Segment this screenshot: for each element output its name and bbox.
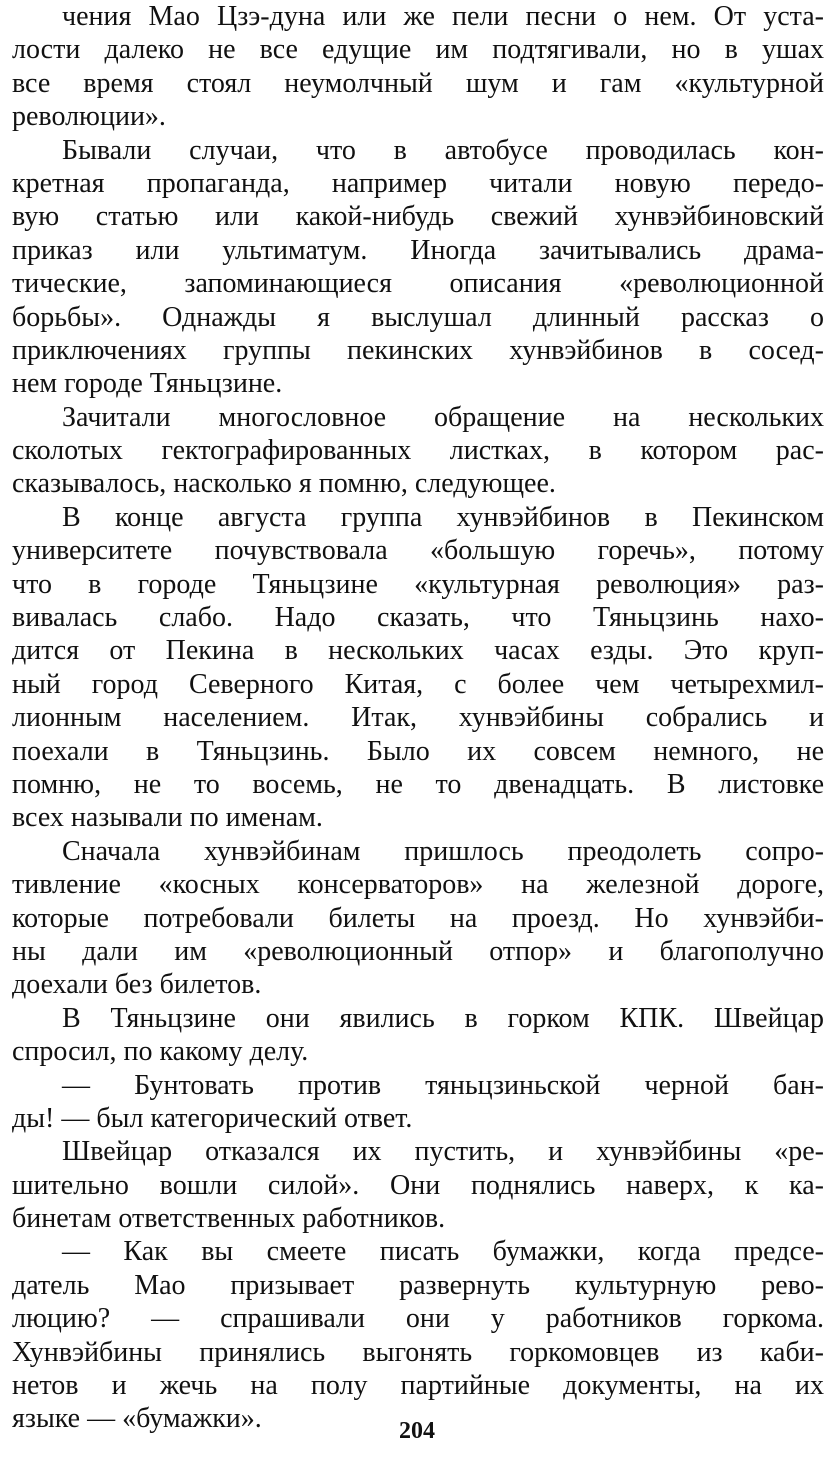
text-line: спросил, по какому делу. <box>12 1036 309 1068</box>
body-text <box>12 0 824 1436</box>
text-line: тивление «косных консерваторов» на железной дороге, <box>12 869 824 901</box>
text-line: языке — «бумажки». <box>12 1403 262 1435</box>
text-line: университете почувствовала «большую горечь», потому <box>12 535 824 567</box>
text-line: — Бунтовать против тяньцзиньской черной бан- <box>62 1069 824 1101</box>
text-line: тические, запоминающиеся описания «революционной <box>12 268 824 300</box>
text-line: нетов и жечь на полу партийные документы, на их <box>12 1370 824 1402</box>
text-line: доехали без билетов. <box>12 969 262 1001</box>
text-line: ный город Северного Китая, с более чем четырехмил- <box>12 668 824 700</box>
text-line: сколотых гектографированных листках, в котором рас- <box>12 435 824 467</box>
text-line: Сначала хунвэйбинам пришлось преодолеть сопро- <box>62 835 824 867</box>
text-line: дится от Пекина в нескольких часах езды. Это круп- <box>12 635 824 667</box>
text-line: которые потребовали билеты на проезд. Но хунвэйби- <box>12 902 824 934</box>
text-line: — Как вы смеете писать бумажки, когда предсе- <box>62 1236 824 1268</box>
text-line: приключениях группы пекинских хунвэйбинов в сосед- <box>12 334 824 366</box>
text-line: чения Мао Цзэ-дуна или же пели песни о нем. От уста- <box>62 1 824 32</box>
text-line: лионным населением. Итак, хунвэйбины собрались и <box>12 702 824 734</box>
text-line: всех называли по именам. <box>12 802 323 834</box>
text-line: Зачитали многословное обращение на нескольких <box>62 401 824 433</box>
text-line: нем городе Тяньцзине. <box>12 368 283 400</box>
page-number: 204 <box>399 1418 435 1444</box>
text-line: шительно вошли силой». Они поднялись наверх, к ка- <box>12 1169 824 1201</box>
text-line: вую статью или какой-нибудь свежий хунвэйбиновский <box>12 201 824 233</box>
text-line: революции». <box>12 101 166 133</box>
text-line: люцию? — спрашивали они у работников горкома. <box>12 1303 824 1335</box>
text-line: кретная пропаганда, например читали новую передо- <box>12 167 824 199</box>
text-line: Бывали случаи, что в автобусе проводилась кон- <box>62 134 824 166</box>
text-line: все время стоял неумолчный шум и гам «культурной <box>12 67 824 99</box>
text-line: бинетам ответственных работников. <box>12 1203 446 1235</box>
text-line: датель Мао призывает развернуть культурную рево- <box>12 1269 824 1301</box>
text-line: ны дали им «революционный отпор» и благополучно <box>12 935 824 967</box>
text-line: лости далеко не все едущие им подтягивали, но в ушах <box>12 34 824 66</box>
text-line: вивалась слабо. Надо сказать, что Тяньцзинь нахо- <box>12 602 824 634</box>
text-line: В Тяньцзине они явились в горком КПК. Швейцар <box>62 1002 824 1034</box>
text-line: что в городе Тяньцзине «культурная революция» раз- <box>12 568 824 600</box>
text-line: борьбы». Однажды я выслушал длинный рассказ о <box>12 301 824 333</box>
text-line: Швейцар отказался их пустить, и хунвэйбины «ре- <box>62 1136 824 1168</box>
text-line: В конце августа группа хунвэйбинов в Пекинском <box>62 501 824 533</box>
text-line: поехали в Тяньцзинь. Было их совсем немного, не <box>12 735 824 767</box>
text-line: помню, не то восемь, не то двенадцать. В листовке <box>12 768 824 800</box>
text-line: Хунвэйбины принялись выгонять горкомовцев из каби- <box>12 1336 824 1368</box>
text-line: приказ или ультиматум. Иногда зачитывались драма- <box>12 234 824 266</box>
text-line: сказывалось, насколько я помню, следующее. <box>12 468 556 500</box>
text-line: ды! — был категорический ответ. <box>12 1102 413 1134</box>
